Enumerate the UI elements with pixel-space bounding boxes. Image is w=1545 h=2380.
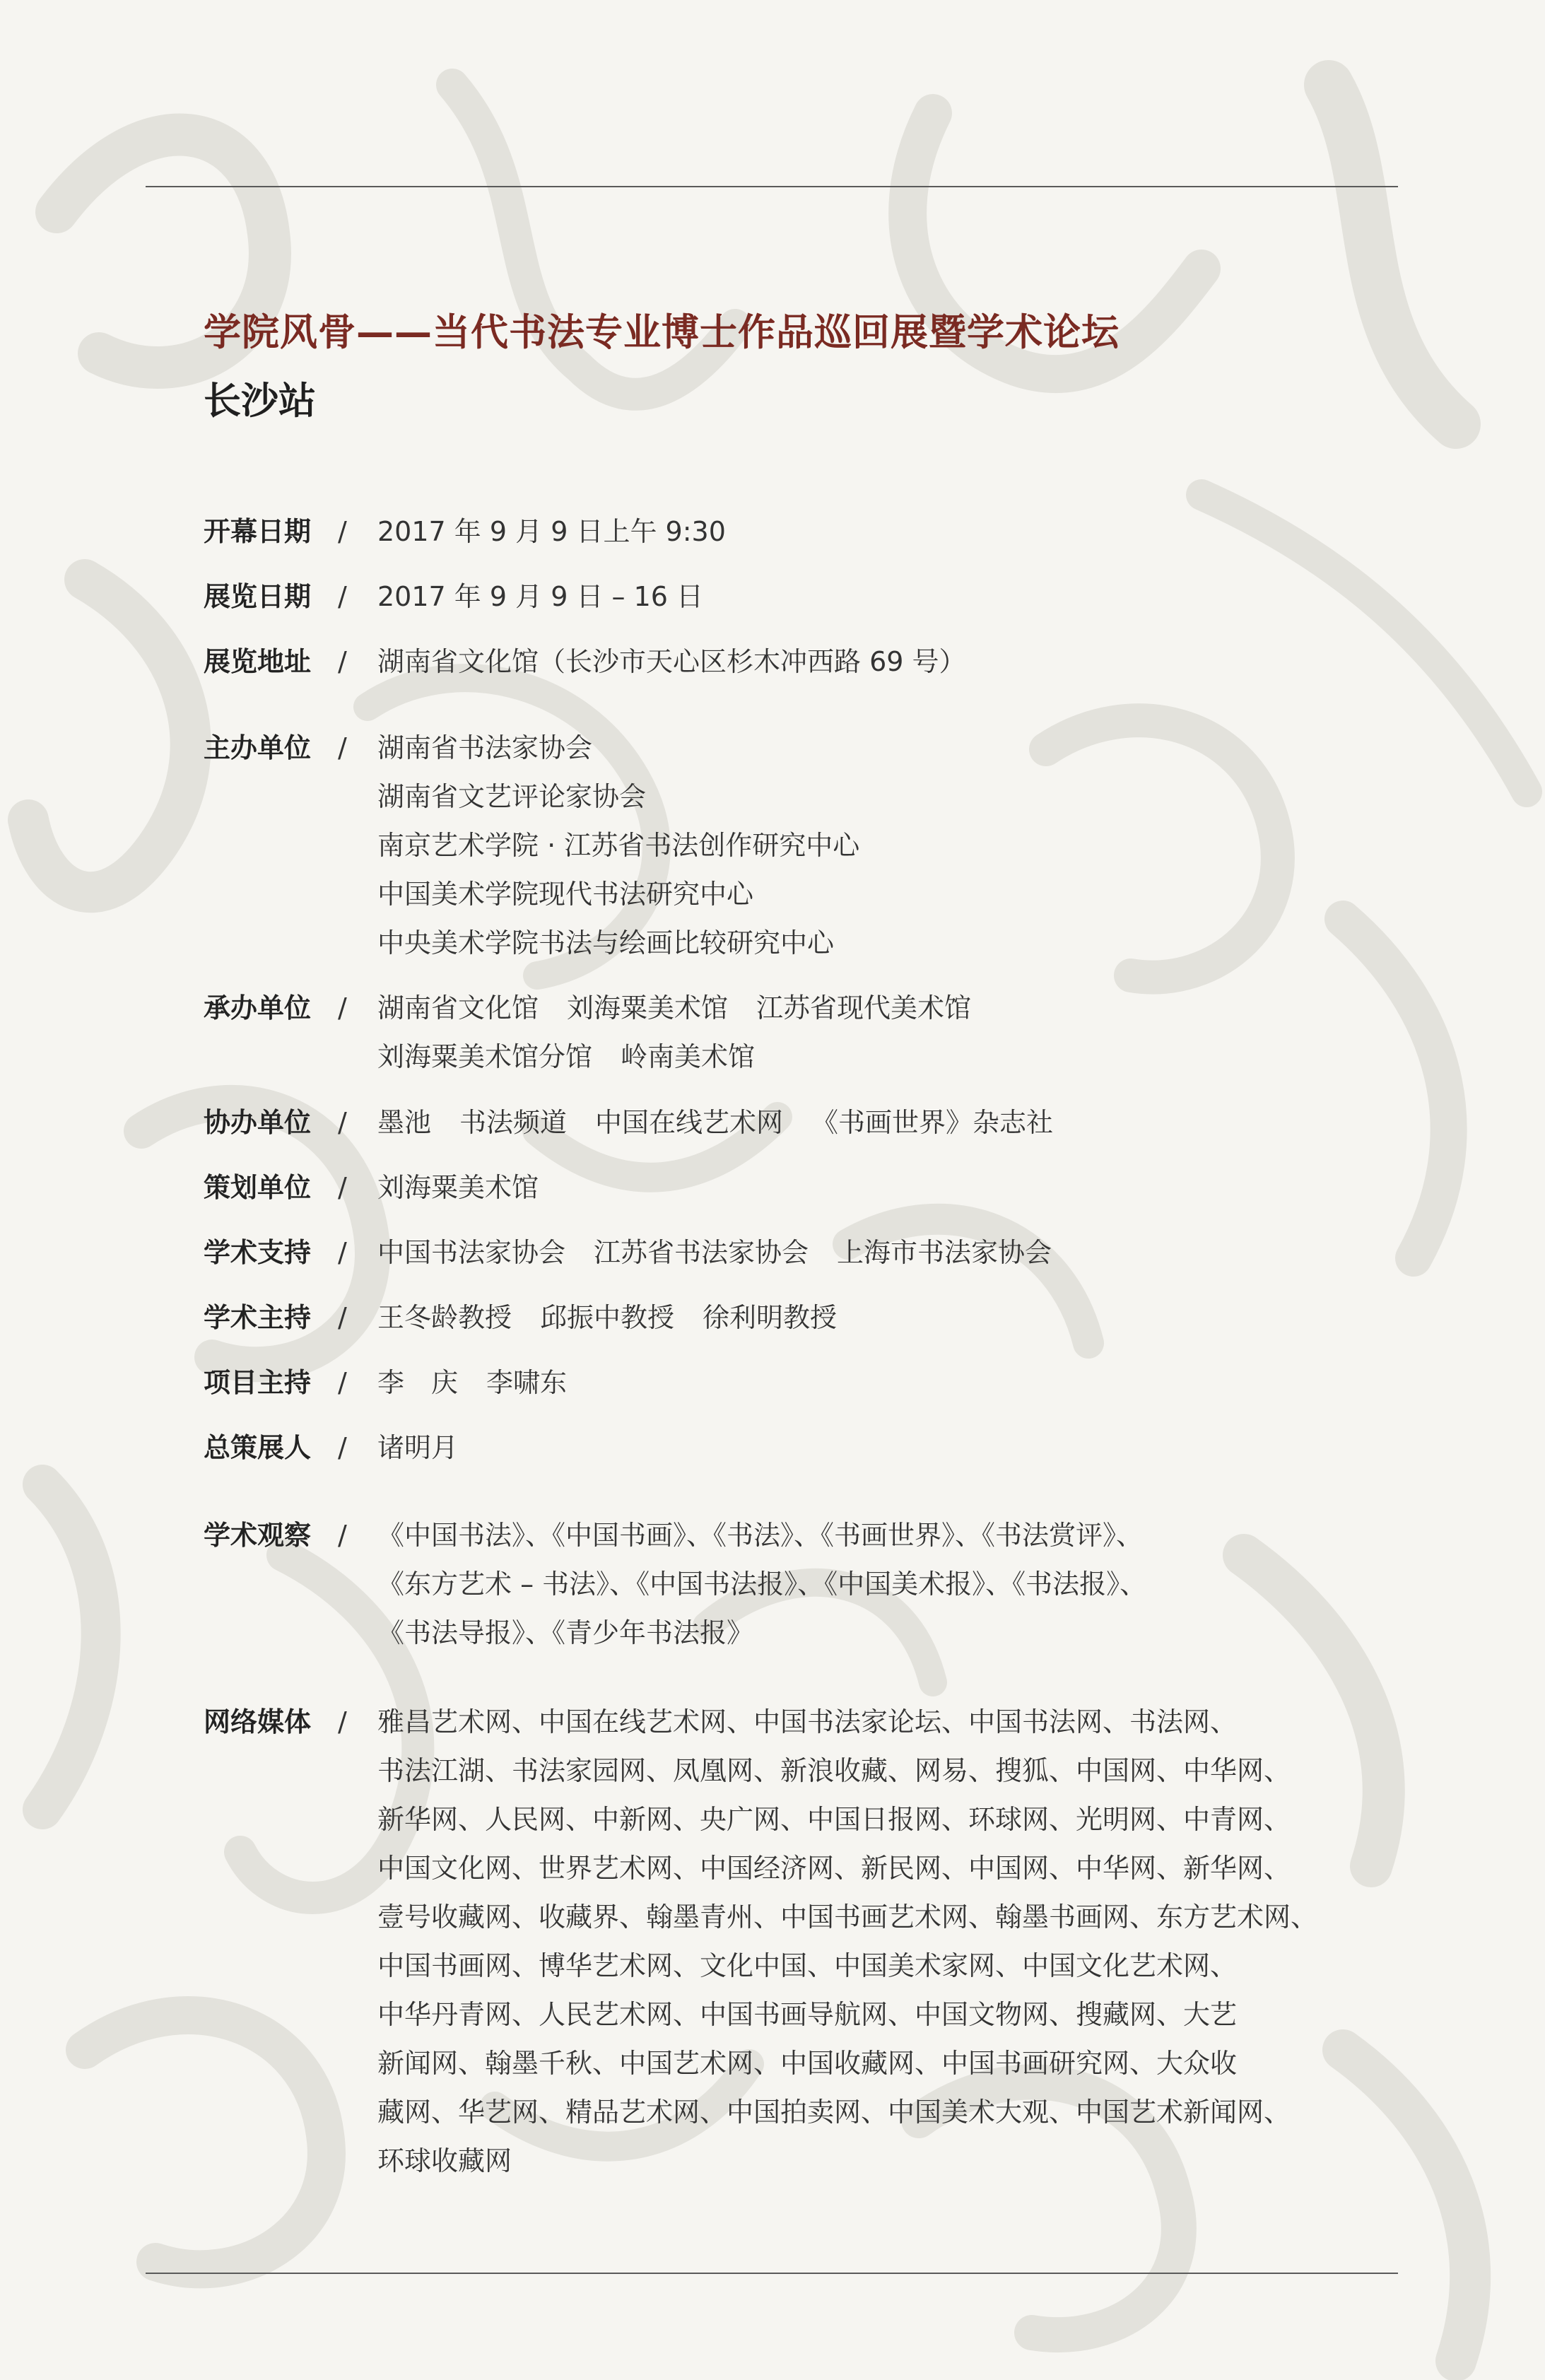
row-label: 学术支持 <box>204 1237 312 1268</box>
row-label: 展览日期 <box>204 581 312 612</box>
list-item: 《东方艺术 – 书法》、《中国书法报》、《中国美术报》、《书法报》、 <box>377 1569 1147 1600</box>
separator: / <box>338 1367 347 1398</box>
list-item: 新闻网、翰墨千秋、中国艺术网、中国收藏网、中国书画研究网、大众收 <box>377 2048 1238 2079</box>
list-item: 徐利明教授 <box>703 1302 838 1333</box>
list-item: 邱振中教授 <box>540 1302 675 1333</box>
list-item: 藏网、华艺网、精品艺术网、中国拍卖网、中国美术大观、中国艺术新闻网、 <box>377 2097 1291 2128</box>
list-item: 上海市书法家协会 <box>837 1237 1052 1268</box>
list-item: 中国文化网、世界艺术网、中国经济网、新民网、中国网、中华网、新华网、 <box>377 1853 1291 1884</box>
row-value <box>377 984 1324 1081</box>
list-item: 湖南省书法家协会 <box>377 732 593 763</box>
row-label: 学术主持 <box>204 1302 312 1333</box>
row-label: 展览地址 <box>204 646 312 677</box>
list-item: 刘海粟美术馆 <box>567 992 729 1024</box>
separator: / <box>338 1432 347 1463</box>
page-subtitle: 长沙站 <box>204 380 316 423</box>
list-item: 南京艺术学院 · 江苏省书法创作研究中心 <box>377 830 860 861</box>
row-value: 2017 年 9 月 9 日 – 16 日 <box>377 581 704 612</box>
separator: / <box>338 1302 347 1333</box>
list-item: 中国书画网、博华艺术网、文化中国、中国美术家网、中国文化艺术网、 <box>377 1950 1238 1981</box>
list-item: 新华网、人民网、中新网、央广网、中国日报网、环球网、光明网、中青网、 <box>377 1804 1291 1835</box>
page-title: 学院风骨——当代书法专业博士作品巡回展暨学术论坛 <box>204 311 1120 354</box>
top-divider <box>146 186 1398 187</box>
list-item: 雅昌艺术网、中国在线艺术网、中国书法家论坛、中国书法网、书法网、 <box>377 1706 1238 1737</box>
row-value <box>377 1229 1324 1277</box>
separator: / <box>338 1107 347 1138</box>
separator: / <box>338 992 347 1024</box>
list-item: 中国书法家协会 <box>377 1237 566 1268</box>
list-item: 湖南省文化馆 <box>377 992 539 1024</box>
list-item: 李啸东 <box>486 1367 568 1398</box>
list-item: 《书法导报》、《青少年书法报》 <box>377 1617 754 1648</box>
row-value <box>377 1698 1324 2186</box>
separator: / <box>338 732 347 763</box>
row-label: 主办单位 <box>204 732 312 763</box>
row-value: 刘海粟美术馆 <box>377 1172 539 1203</box>
list-item: 《书画世界》杂志社 <box>811 1107 1054 1138</box>
row-value <box>377 1511 1324 1658</box>
list-item: 江苏省书法家协会 <box>594 1237 809 1268</box>
list-item: 湖南省文艺评论家协会 <box>377 781 647 812</box>
row-value <box>377 1294 1324 1342</box>
list-item: 王冬龄教授 <box>377 1302 512 1333</box>
row-label: 网络媒体 <box>204 1706 312 1737</box>
list-item: 书法江湖、书法家园网、凤凰网、新浪收藏、网易、搜狐、中国网、中华网、 <box>377 1755 1291 1786</box>
list-item: 壹号收藏网、收藏界、翰墨青州、中国书画艺术网、翰墨书画网、东方艺术网、 <box>377 1901 1318 1933</box>
list-item: 刘海粟美术馆分馆 <box>377 1041 593 1072</box>
row-label: 学术观察 <box>204 1520 312 1551</box>
row-value: 2017 年 9 月 9 日上午 9:30 <box>377 516 726 547</box>
row-label: 开幕日期 <box>204 516 312 547</box>
separator: / <box>338 1172 347 1203</box>
row-label: 协办单位 <box>204 1107 312 1138</box>
list-item: 墨池 <box>377 1107 432 1138</box>
row-label: 策划单位 <box>204 1172 312 1203</box>
separator: / <box>338 1520 347 1551</box>
row-value <box>377 1359 1324 1407</box>
separator: / <box>338 1706 347 1737</box>
separator: / <box>338 516 347 547</box>
separator: / <box>338 581 347 612</box>
list-item: 中国在线艺术网 <box>595 1107 784 1138</box>
list-item: 李 庆 <box>377 1367 459 1398</box>
list-item: 中华丹青网、人民艺术网、中国书画导航网、中国文物网、搜藏网、大艺 <box>377 1999 1238 2030</box>
separator: / <box>338 1237 347 1268</box>
separator: / <box>338 646 347 677</box>
row-value <box>377 1098 1324 1147</box>
row-value <box>377 724 1324 968</box>
list-item: 环球收藏网 <box>377 2145 512 2176</box>
row-label: 总策展人 <box>204 1432 312 1463</box>
row-value: 湖南省文化馆（长沙市天心区杉木冲西路 69 号） <box>377 646 966 677</box>
list-item: 江苏省现代美术馆 <box>756 992 972 1024</box>
list-item: 《中国书法》、《中国书画》、《书法》、《书画世界》、《书法赏评》、 <box>377 1520 1144 1551</box>
bottom-divider <box>146 2273 1398 2274</box>
row-value: 诸明月 <box>377 1432 459 1463</box>
list-item: 中国美术学院现代书法研究中心 <box>377 879 754 910</box>
row-label: 项目主持 <box>204 1367 312 1398</box>
row-label: 承办单位 <box>204 992 312 1024</box>
list-item: 岭南美术馆 <box>621 1041 756 1072</box>
list-item: 中央美术学院书法与绘画比较研究中心 <box>377 927 835 959</box>
list-item: 书法频道 <box>459 1107 568 1138</box>
